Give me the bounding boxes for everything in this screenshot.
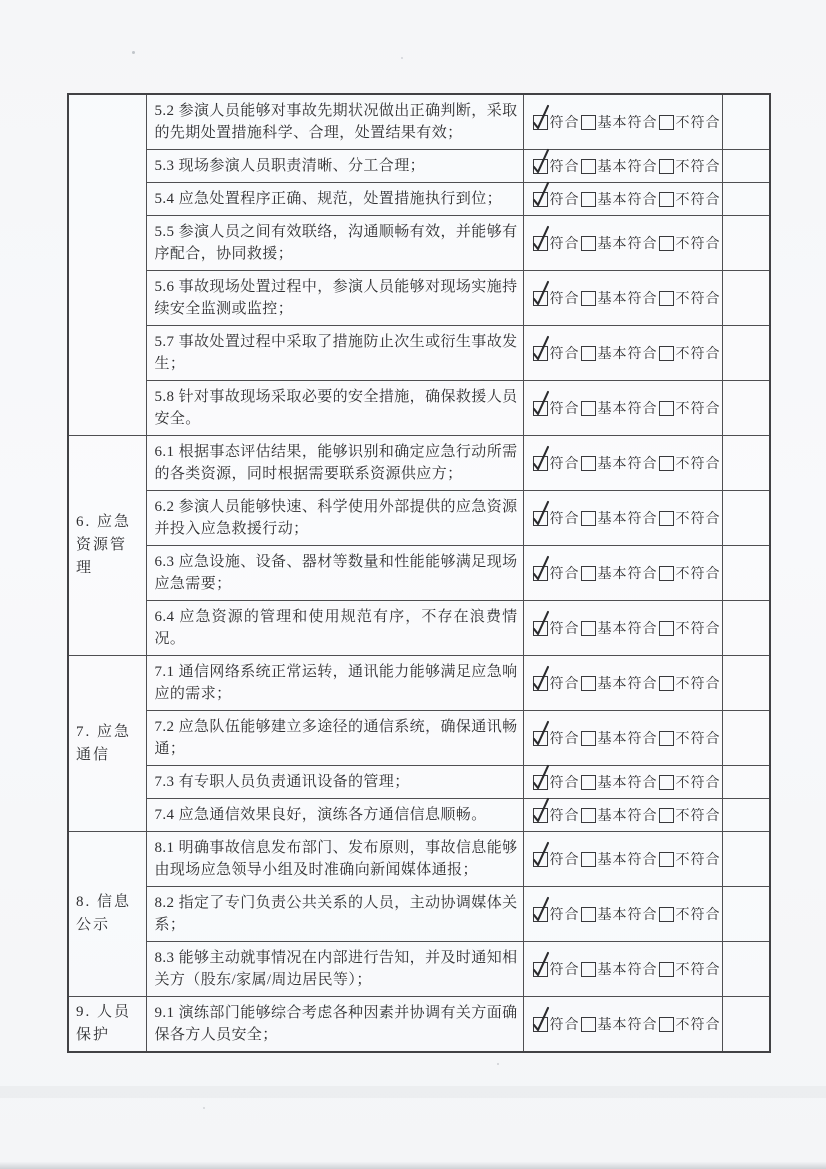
assessment-option-label: 符合: [549, 160, 580, 175]
assessment-option-label: 不符合: [675, 567, 721, 582]
checkbox-checked-icon: [533, 621, 548, 636]
assessment-option-label: 基本符合: [597, 677, 658, 692]
assessment-option-label: 不符合: [675, 1018, 721, 1033]
assessment-cell: [523, 942, 722, 997]
notes-cell: [722, 887, 770, 942]
assessment-option-label: 基本符合: [597, 237, 658, 252]
checkbox-empty-icon: [581, 346, 596, 361]
checkbox-empty-icon: [659, 731, 674, 746]
assessment-option-label: 基本符合: [597, 116, 658, 131]
assessment-option: [532, 189, 580, 209]
table-row: [68, 150, 770, 183]
checkbox-empty-icon: [659, 907, 674, 922]
assessment-option: [580, 728, 658, 748]
table-row: [68, 997, 770, 1053]
criterion-text: 5.2 参演人员能够对事故先期状况做出正确判断，采取的先期处置措施科学、合理，处置结果有效；: [146, 94, 523, 150]
assessment-option: [532, 959, 580, 979]
table-row: [68, 94, 770, 150]
assessment-option-label: 基本符合: [597, 347, 658, 362]
table-row: [68, 216, 770, 271]
assessment-option-label: 不符合: [675, 116, 721, 131]
assessment-option: [658, 849, 721, 869]
assessment-cell: [523, 381, 722, 436]
assessment-option-label: 符合: [549, 1018, 580, 1033]
criterion-text: 5.6 事故现场处置过程中，参演人员能够对现场实施持续安全监测或监控；: [146, 271, 523, 326]
evaluation-table: [67, 93, 771, 1053]
assessment-option: [658, 673, 721, 693]
table-row: [68, 887, 770, 942]
assessment-cell: [523, 491, 722, 546]
assessment-option-label: 基本符合: [597, 776, 658, 791]
criterion-text: 5.5 参演人员之间有效联络，沟通顺畅有效，并能够有序配合，协同救援；: [146, 216, 523, 271]
table-row: [68, 832, 770, 887]
checkmark-icon: [530, 553, 552, 582]
assessment-option: [532, 288, 580, 308]
assessment-option-label: 基本符合: [597, 963, 658, 978]
assessment-option-label: 符合: [549, 622, 580, 637]
assessment-option-label: 符合: [549, 512, 580, 527]
notes-cell: [722, 799, 770, 832]
assessment-option: [580, 1014, 658, 1034]
assessment-option-label: 符合: [549, 457, 580, 472]
scan-speck: [132, 51, 135, 54]
assessment-cell: [523, 271, 722, 326]
checkmark-icon: [530, 663, 552, 692]
checkbox-checked-icon: [533, 676, 548, 691]
assessment-option: [658, 398, 721, 418]
criterion-text: 5.7 事故处置过程中采取了措施防止次生或衍生事故发生；: [146, 326, 523, 381]
assessment-option-label: 符合: [549, 292, 580, 307]
checkbox-checked-icon: [533, 775, 548, 790]
assessment-option-label: 不符合: [675, 347, 721, 362]
checkmark-icon: [530, 223, 552, 252]
category-cell: 9. 人员保护: [68, 997, 146, 1053]
notes-cell: [722, 997, 770, 1053]
checkbox-empty-icon: [581, 907, 596, 922]
checkbox-empty-icon: [581, 962, 596, 977]
table-row: [68, 799, 770, 832]
checkmark-icon: [530, 388, 552, 417]
criterion-text: 8.2 指定了专门负责公共关系的人员，主动协调媒体关系；: [146, 887, 523, 942]
table-row: [68, 491, 770, 546]
criterion-text: 8.1 明确事故信息发布部门、发布原则，事故信息能够由现场应急领导小组及时准确向新闻媒体通报；: [146, 832, 523, 887]
criterion-text: 7.3 有专职人员负责通讯设备的管理；: [146, 766, 523, 799]
assessment-option: [658, 618, 721, 638]
notes-cell: [722, 150, 770, 183]
assessment-cell: [523, 832, 722, 887]
checkbox-checked-icon: [533, 808, 548, 823]
assessment-option-label: 符合: [549, 567, 580, 582]
assessment-option-label: 基本符合: [597, 1018, 658, 1033]
assessment-option-label: 基本符合: [597, 622, 658, 637]
assessment-option-label: 符合: [549, 963, 580, 978]
checkbox-empty-icon: [581, 1017, 596, 1032]
checkbox-empty-icon: [581, 775, 596, 790]
notes-cell: [722, 436, 770, 491]
checkmark-icon: [530, 839, 552, 868]
checkbox-checked-icon: [533, 346, 548, 361]
table-row: [68, 766, 770, 799]
checkmark-icon: [530, 718, 552, 747]
notes-cell: [722, 711, 770, 766]
assessment-cell: [523, 436, 722, 491]
table-row: [68, 326, 770, 381]
checkbox-empty-icon: [581, 159, 596, 174]
assessment-option: [580, 343, 658, 363]
assessment-option: [532, 156, 580, 176]
assessment-cell: [523, 887, 722, 942]
assessment-option-label: 符合: [549, 193, 580, 208]
checkbox-empty-icon: [659, 291, 674, 306]
assessment-option: [532, 398, 580, 418]
assessment-option: [658, 156, 721, 176]
criterion-text: 6.3 应急设施、设备、器材等数量和性能能够满足现场应急需要；: [146, 546, 523, 601]
checkbox-empty-icon: [581, 511, 596, 526]
checkbox-empty-icon: [659, 115, 674, 130]
checkbox-empty-icon: [581, 621, 596, 636]
assessment-option: [580, 673, 658, 693]
assessment-option: [580, 453, 658, 473]
checkbox-checked-icon: [533, 236, 548, 251]
assessment-option: [658, 508, 721, 528]
assessment-cell: [523, 94, 722, 150]
assessment-option: [532, 453, 580, 473]
checkmark-icon: [530, 795, 552, 824]
assessment-option-label: 不符合: [675, 908, 721, 923]
assessment-option: [580, 959, 658, 979]
checkbox-empty-icon: [659, 456, 674, 471]
assessment-option-label: 符合: [549, 237, 580, 252]
assessment-option-label: 基本符合: [597, 512, 658, 527]
assessment-option-label: 不符合: [675, 677, 721, 692]
assessment-option: [532, 849, 580, 869]
assessment-cell: [523, 546, 722, 601]
checkbox-empty-icon: [659, 159, 674, 174]
checkbox-checked-icon: [533, 401, 548, 416]
assessment-option: [532, 233, 580, 253]
checkbox-checked-icon: [533, 291, 548, 306]
checkbox-checked-icon: [533, 566, 548, 581]
notes-cell: [722, 656, 770, 711]
checkmark-icon: [530, 608, 552, 637]
table-row: [68, 942, 770, 997]
assessment-cell: [523, 766, 722, 799]
checkbox-empty-icon: [659, 1017, 674, 1032]
assessment-option-label: 不符合: [675, 193, 721, 208]
notes-cell: [722, 491, 770, 546]
assessment-option: [580, 156, 658, 176]
assessment-option-label: 符合: [549, 116, 580, 131]
assessment-cell: [523, 216, 722, 271]
checkbox-empty-icon: [659, 192, 674, 207]
checkbox-empty-icon: [581, 115, 596, 130]
checkbox-checked-icon: [533, 511, 548, 526]
assessment-option: [580, 508, 658, 528]
checkbox-checked-icon: [533, 907, 548, 922]
scan-speck: [401, 57, 403, 59]
assessment-cell: [523, 183, 722, 216]
assessment-option: [658, 343, 721, 363]
assessment-option: [532, 343, 580, 363]
category-cell: 7. 应急通信: [68, 656, 146, 832]
notes-cell: [722, 546, 770, 601]
scan-speck: [497, 1063, 499, 1065]
checkmark-icon: [530, 443, 552, 472]
assessment-option-label: 基本符合: [597, 853, 658, 868]
assessment-cell: [523, 711, 722, 766]
assessment-option: [532, 772, 580, 792]
criterion-text: 7.2 应急队伍能够建立多途径的通信系统，确保通讯畅通；: [146, 711, 523, 766]
assessment-option-label: 基本符合: [597, 193, 658, 208]
assessment-option-label: 符合: [549, 809, 580, 824]
criterion-text: 5.8 针对事故现场采取必要的安全措施，确保救援人员安全。: [146, 381, 523, 436]
assessment-option-label: 不符合: [675, 963, 721, 978]
assessment-option: [658, 563, 721, 583]
checkbox-empty-icon: [581, 401, 596, 416]
notes-cell: [722, 94, 770, 150]
assessment-cell: [523, 997, 722, 1053]
assessment-option: [532, 112, 580, 132]
assessment-cell: [523, 799, 722, 832]
assessment-option: [658, 453, 721, 473]
assessment-option: [658, 805, 721, 825]
assessment-option-label: 基本符合: [597, 160, 658, 175]
checkbox-empty-icon: [581, 566, 596, 581]
checkbox-empty-icon: [659, 621, 674, 636]
checkbox-empty-icon: [659, 566, 674, 581]
assessment-option-label: 不符合: [675, 809, 721, 824]
assessment-cell: [523, 601, 722, 656]
category-cell: 8. 信息公示: [68, 832, 146, 997]
assessment-option-label: 不符合: [675, 402, 721, 417]
checkbox-checked-icon: [533, 852, 548, 867]
assessment-option: [580, 904, 658, 924]
checkbox-empty-icon: [581, 291, 596, 306]
checkbox-checked-icon: [533, 1017, 548, 1032]
assessment-option: [580, 233, 658, 253]
assessment-option: [532, 618, 580, 638]
checkmark-icon: [530, 762, 552, 791]
assessment-cell: [523, 326, 722, 381]
assessment-option: [658, 772, 721, 792]
assessment-option: [532, 673, 580, 693]
assessment-option: [532, 728, 580, 748]
checkbox-empty-icon: [659, 346, 674, 361]
notes-cell: [722, 326, 770, 381]
checkmark-icon: [530, 498, 552, 527]
assessment-option-label: 不符合: [675, 160, 721, 175]
criterion-text: 7.4 应急通信效果良好，演练各方通信信息顺畅。: [146, 799, 523, 832]
assessment-option: [580, 772, 658, 792]
checkbox-empty-icon: [659, 775, 674, 790]
criterion-text: 5.3 现场参演人员职责清晰、分工合理；: [146, 150, 523, 183]
notes-cell: [722, 942, 770, 997]
notes-cell: [722, 832, 770, 887]
checkbox-empty-icon: [659, 401, 674, 416]
assessment-option-label: 符合: [549, 402, 580, 417]
notes-cell: [722, 766, 770, 799]
checkbox-checked-icon: [533, 192, 548, 207]
assessment-option: [658, 1014, 721, 1034]
assessment-option: [532, 805, 580, 825]
category-cell: 6. 应急资源管理: [68, 436, 146, 656]
assessment-option-label: 不符合: [675, 457, 721, 472]
criterion-text: 6.1 根据事态评估结果，能够识别和确定应急行动所需的各类资源，同时根据需要联系资源供应方；: [146, 436, 523, 491]
assessment-option: [580, 189, 658, 209]
assessment-option-label: 符合: [549, 677, 580, 692]
table-row: [68, 546, 770, 601]
checkmark-icon: [530, 894, 552, 923]
assessment-option: [580, 563, 658, 583]
checkbox-checked-icon: [533, 159, 548, 174]
assessment-option: [658, 904, 721, 924]
checkbox-empty-icon: [659, 236, 674, 251]
criterion-text: 7.1 通信网络系统正常运转，通讯能力能够满足应急响应的需求；: [146, 656, 523, 711]
assessment-option: [580, 805, 658, 825]
table-row: [68, 381, 770, 436]
assessment-option: [532, 904, 580, 924]
checkbox-checked-icon: [533, 962, 548, 977]
assessment-option-label: 基本符合: [597, 457, 658, 472]
assessment-option: [580, 398, 658, 418]
assessment-cell: [523, 150, 722, 183]
assessment-option-label: 符合: [549, 908, 580, 923]
assessment-option-label: 不符合: [675, 622, 721, 637]
notes-cell: [722, 183, 770, 216]
assessment-option-label: 不符合: [675, 512, 721, 527]
checkbox-empty-icon: [581, 731, 596, 746]
notes-cell: [722, 381, 770, 436]
assessment-option: [658, 112, 721, 132]
assessment-option: [532, 508, 580, 528]
criterion-text: 5.4 应急处置程序正确、规范，处置措施执行到位；: [146, 183, 523, 216]
table-row: [68, 711, 770, 766]
scan-bottom-edge: [0, 1162, 826, 1169]
criterion-text: 9.1 演练部门能够综合考虑各种因素并协调有关方面确保各方人员安全；: [146, 997, 523, 1053]
checkbox-empty-icon: [581, 456, 596, 471]
assessment-option: [658, 728, 721, 748]
notes-cell: [722, 601, 770, 656]
assessment-option-label: 基本符合: [597, 567, 658, 582]
assessment-option-label: 基本符合: [597, 908, 658, 923]
assessment-option-label: 符合: [549, 853, 580, 868]
assessment-option-label: 不符合: [675, 237, 721, 252]
checkbox-empty-icon: [581, 192, 596, 207]
assessment-option-label: 基本符合: [597, 732, 658, 747]
assessment-option-label: 基本符合: [597, 809, 658, 824]
criterion-text: 6.2 参演人员能够快速、科学使用外部提供的应急资源并投入应急救援行动；: [146, 491, 523, 546]
checkmark-icon: [530, 1004, 552, 1033]
assessment-option-label: 基本符合: [597, 292, 658, 307]
assessment-option-label: 不符合: [675, 853, 721, 868]
checkmark-icon: [530, 333, 552, 362]
assessment-option: [580, 112, 658, 132]
assessment-option: [580, 618, 658, 638]
notes-cell: [722, 216, 770, 271]
notes-cell: [722, 271, 770, 326]
checkbox-empty-icon: [659, 676, 674, 691]
checkbox-checked-icon: [533, 731, 548, 746]
checkbox-empty-icon: [659, 808, 674, 823]
checkmark-icon: [530, 146, 552, 175]
table-row: [68, 656, 770, 711]
table-row: [68, 601, 770, 656]
checkmark-icon: [530, 179, 552, 208]
checkbox-empty-icon: [581, 676, 596, 691]
checkbox-checked-icon: [533, 456, 548, 471]
checkmark-icon: [530, 278, 552, 307]
checkmark-icon: [530, 102, 552, 131]
scan-band: [0, 1086, 826, 1098]
checkbox-empty-icon: [659, 852, 674, 867]
assessment-option-label: 不符合: [675, 776, 721, 791]
criterion-text: 8.3 能够主动就事情况在内部进行告知，并及时通知相关方（股东/家属/周边居民等）；: [146, 942, 523, 997]
criterion-text: 6.4 应急资源的管理和使用规范有序，不存在浪费情况。: [146, 601, 523, 656]
assessment-option: [658, 959, 721, 979]
assessment-option: [658, 288, 721, 308]
checkbox-empty-icon: [581, 852, 596, 867]
assessment-option: [580, 288, 658, 308]
checkbox-empty-icon: [659, 962, 674, 977]
assessment-option: [532, 1014, 580, 1034]
table-row: [68, 183, 770, 216]
assessment-option-label: 基本符合: [597, 402, 658, 417]
checkbox-empty-icon: [581, 236, 596, 251]
assessment-option-label: 不符合: [675, 732, 721, 747]
assessment-option-label: 符合: [549, 776, 580, 791]
assessment-option: [580, 849, 658, 869]
checkbox-empty-icon: [659, 511, 674, 526]
table-row: [68, 436, 770, 491]
assessment-option: [532, 563, 580, 583]
assessment-option-label: 不符合: [675, 292, 721, 307]
category-cell: [68, 94, 146, 436]
checkbox-empty-icon: [581, 808, 596, 823]
assessment-option-label: 符合: [549, 347, 580, 362]
scan-speck: [203, 1107, 205, 1109]
assessment-option-label: 符合: [549, 732, 580, 747]
table-row: [68, 271, 770, 326]
assessment-option: [658, 189, 721, 209]
checkbox-checked-icon: [533, 115, 548, 130]
checkmark-icon: [530, 949, 552, 978]
assessment-option: [658, 233, 721, 253]
assessment-cell: [523, 656, 722, 711]
